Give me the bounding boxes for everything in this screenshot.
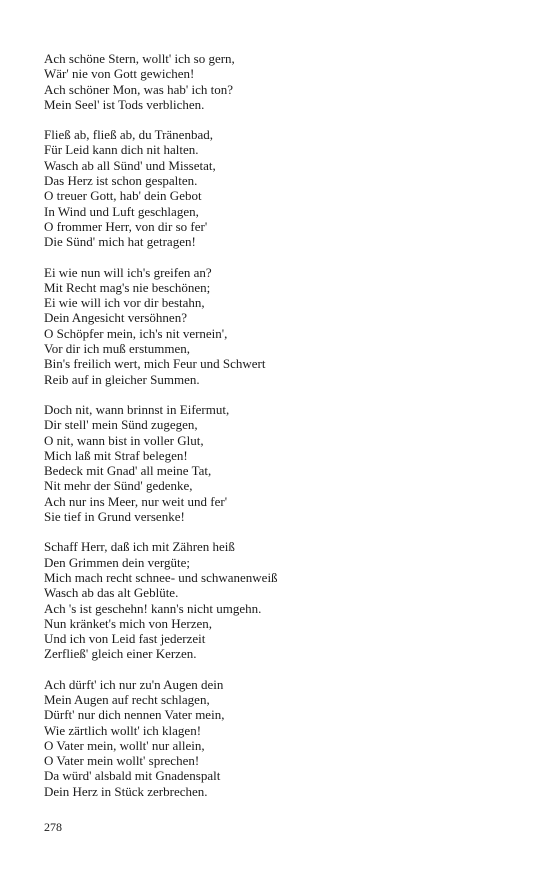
verse-line: Dein Herz in Stück zerbrechen. [44,783,208,799]
stanza-1 [44,51,524,112]
verse-line: Das Herz ist schon gespalten. [44,173,198,189]
verse-line: Schaff Herr, daß ich mit Zähren heiß [44,539,235,555]
verse-line: Ach 's ist geschehn! kann's nicht umgehn. [44,600,262,616]
stanza-4 [44,402,524,524]
verse-line: Dürft' nur dich nennen Vater mein, [44,707,225,723]
verse-line: Da würd' alsbald mit Gnadenspalt [44,768,221,784]
verse-line: Und ich von Leid fast jederzeit [44,631,206,647]
verse-line: Fließ ab, fließ ab, du Tränenbad, [44,127,213,143]
stanza-5 [44,539,524,661]
verse-line: Wär' nie von Gott gewichen! [44,66,195,82]
verse-line: Sie tief in Grund versenke! [44,509,185,525]
verse-line: Vor dir ich muß erstummen, [44,341,190,357]
verse-line: Reib auf in gleicher Summen. [44,371,200,387]
verse-line: O Vater mein wollt' sprechen! [44,753,200,769]
verse-line: Ach schöner Mon, was hab' ich ton? [44,81,233,97]
verse-line: O Schöpfer mein, ich's nit vernein', [44,325,228,341]
verse-line: Mich laß mit Straf belegen! [44,447,188,463]
verse-line: O treuer Gott, hab' dein Gebot [44,188,202,204]
verse-line: Dir stell' mein Sünd zugegen, [44,417,198,433]
verse-line: Die Sünd' mich hat getragen! [44,234,196,250]
verse-line: O Vater mein, wollt' nur allein, [44,737,205,753]
stanza-2 [44,127,524,249]
verse-line: Bedeck mit Gnad' all meine Tat, [44,463,212,479]
verse-line: Mit Recht mag's nie beschönen; [44,279,211,295]
verse-line: Nun kränket's mich von Herzen, [44,615,213,631]
verse-line: O nit, wann bist in voller Glut, [44,432,204,448]
verse-line: Ach nur ins Meer, nur weit und fer' [44,493,228,509]
verse-line: In Wind und Luft geschlagen, [44,203,199,219]
verse-line: Wasch ab das alt Geblüte. [44,585,179,601]
stanza-6 [44,677,524,799]
verse-line: Ei wie will ich vor dir bestahn, [44,295,205,311]
verse-line: Für Leid kann dich nit halten. [44,142,199,158]
verse-line: Mein Augen auf recht schlagen, [44,691,210,707]
verse-line: Den Grimmen dein vergüte; [44,554,190,570]
stanza-3 [44,265,524,387]
verse-line: Nit mehr der Sünd' gedenke, [44,478,193,494]
verse-line: Zerfließ' gleich einer Kerzen. [44,646,197,662]
verse-line: Wasch ab all Sünd' und Missetat, [44,157,216,173]
verse-line: Wie zärtlich wollt' ich klagen! [44,722,202,738]
verse-line: Ei wie nun will ich's greifen an? [44,264,212,280]
verse-line: Dein Angesicht versöhnen? [44,310,187,326]
verse-line: Doch nit, wann brinnst in Eifermut, [44,401,230,417]
page-number: 278 [44,820,62,834]
verse-line: Ach schöne Stern, wollt' ich so gern, [44,51,235,66]
poem-text [44,51,524,814]
verse-line: Mein Seel' ist Tods verblichen. [44,96,205,112]
verse-line: Ach dürft' ich nur zu'n Augen dein [44,676,224,692]
verse-line: Bin's freilich wert, mich Feur und Schwert [44,356,266,372]
verse-line: Mich mach recht schnee- und schwanenweiß [44,569,278,585]
verse-line: O frommer Herr, von dir so fer' [44,218,208,234]
